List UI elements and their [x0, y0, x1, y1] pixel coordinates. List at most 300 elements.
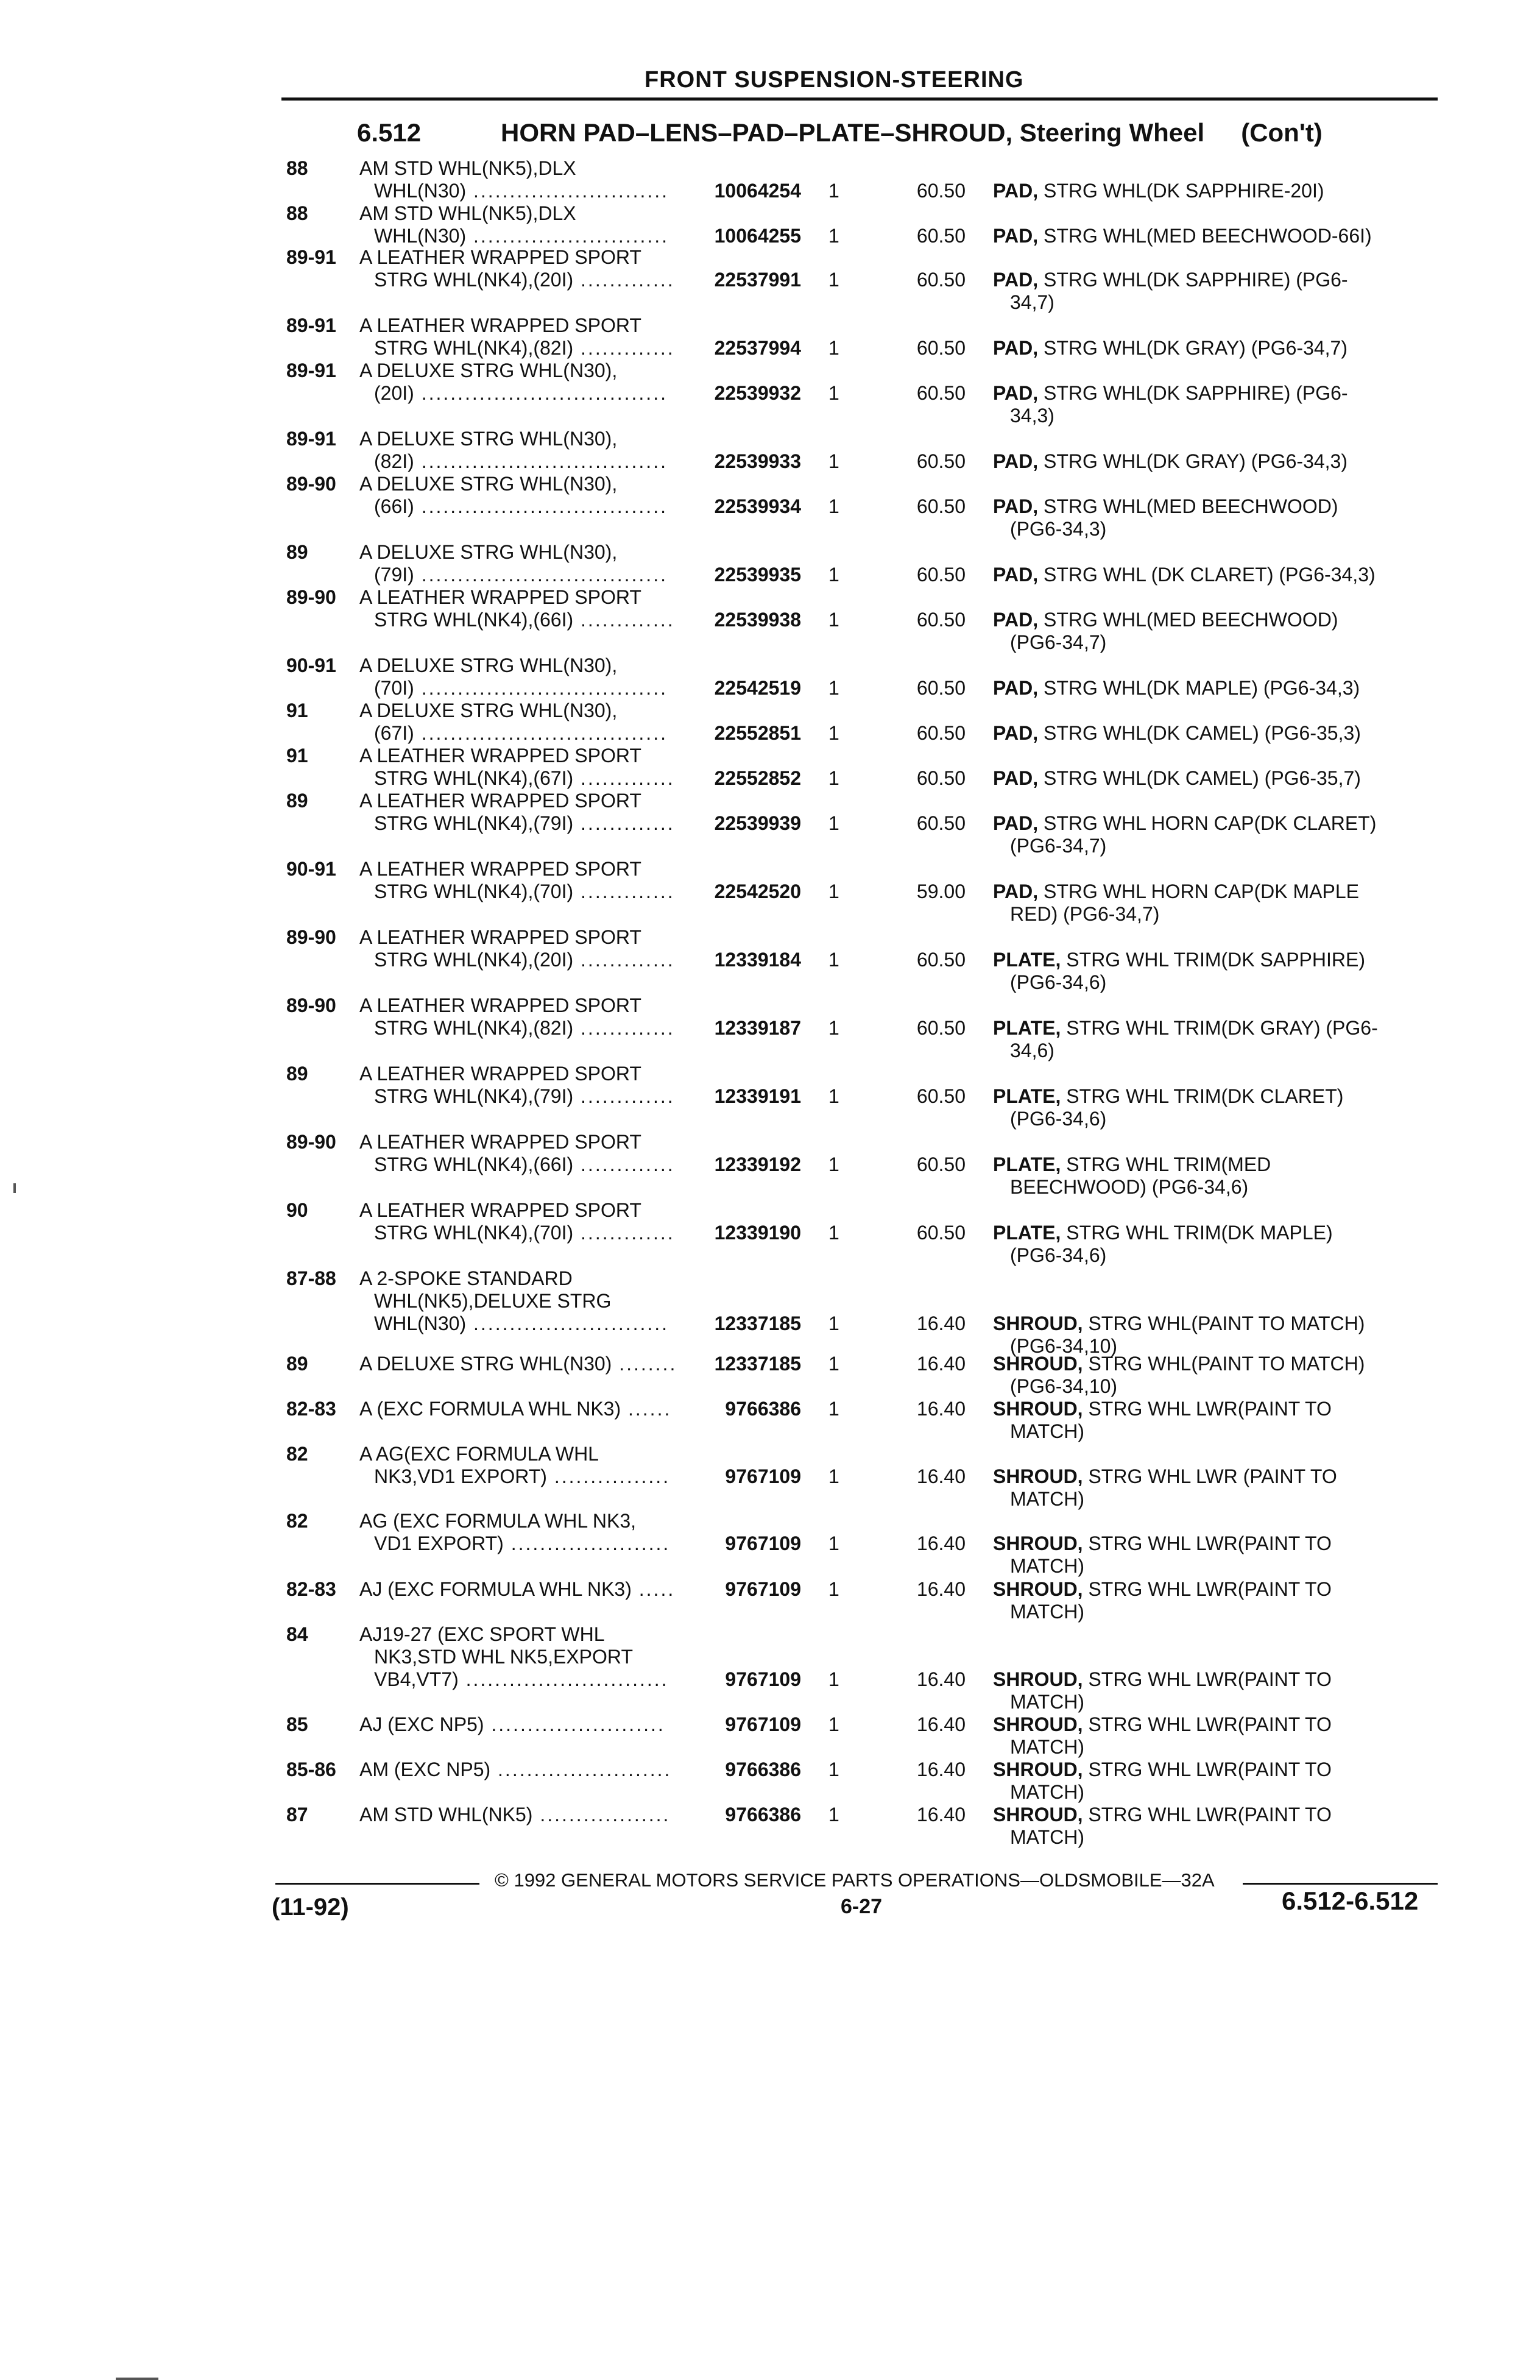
price: 60.50 [916, 450, 966, 472]
model-years: 89-90 [286, 926, 336, 948]
quantity: 1 [828, 1465, 839, 1487]
part-name-keyword: PLATE, [993, 1017, 1061, 1039]
usage-line: STRG WHL(NK4),(82I) ............. [374, 1017, 675, 1039]
part-name-keyword: PAD, [993, 225, 1039, 247]
part-name-line: PAD, STRG WHL HORN CAP(DK MAPLE [993, 880, 1359, 902]
model-years: 89-90 [286, 473, 336, 495]
dot-leader: .................................. [414, 677, 668, 699]
model-years: 82 [286, 1443, 308, 1465]
usage-line: (66I) .................................. [374, 495, 668, 517]
part-name [993, 1578, 1432, 1623]
part-name-line: PAD, STRG WHL(DK CAMEL) (PG6-35,7) [993, 767, 1361, 789]
part-name-keyword: PAD, [993, 269, 1039, 291]
usage-line: A DELUXE STRG WHL(N30), [359, 654, 618, 676]
usage-description [359, 1510, 688, 1555]
usage-description [359, 202, 688, 247]
dot-leader: ............. [573, 812, 675, 834]
usage-line: A LEATHER WRAPPED SPORT [359, 1063, 641, 1085]
usage-line: NK3,STD WHL NK5,EXPORT [374, 1646, 633, 1668]
part-name-line: (PG6-34,6) [1010, 1108, 1107, 1130]
model-years: 89 [286, 1063, 308, 1085]
quantity: 1 [828, 1017, 839, 1039]
usage-description [359, 541, 688, 586]
part-number: 9766386 [725, 1804, 801, 1826]
usage-line: AM STD WHL(NK5),DLX [359, 202, 576, 224]
usage-line: AM STD WHL(NK5) .................. [359, 1804, 671, 1826]
part-name-keyword: PAD, [993, 180, 1039, 202]
dot-leader: ...... [621, 1398, 672, 1420]
quantity: 1 [828, 1758, 839, 1780]
part-number: 22537991 [714, 269, 801, 291]
usage-description [359, 1804, 688, 1826]
part-number: 22539938 [714, 609, 801, 631]
part-name [993, 337, 1432, 359]
part-name-keyword: SHROUD, [993, 1398, 1083, 1420]
part-name [993, 564, 1432, 586]
part-name [993, 495, 1432, 540]
part-name-line: PAD, STRG WHL (DK CLARET) (PG6-34,3) [993, 564, 1376, 586]
part-name-line: PAD, STRG WHL(MED BEECHWOOD) [993, 495, 1338, 517]
part-name [993, 1153, 1432, 1199]
model-years: 89-91 [286, 428, 336, 450]
part-name-line: MATCH) [1010, 1488, 1085, 1510]
usage-description [359, 699, 688, 745]
part-name [993, 1804, 1432, 1849]
price: 60.50 [916, 1222, 966, 1244]
usage-line: AJ (EXC NP5) ........................ [359, 1713, 665, 1735]
dot-leader: ........................... [466, 225, 669, 247]
part-name-line: MATCH) [1010, 1781, 1085, 1803]
usage-line: (82I) .................................. [374, 450, 668, 472]
scan-mark [13, 1183, 16, 1193]
part-name-line: PLATE, STRG WHL TRIM(DK MAPLE) [993, 1222, 1333, 1244]
model-years: 85 [286, 1713, 308, 1735]
price: 59.00 [916, 880, 966, 902]
part-name-keyword: PLATE, [993, 1153, 1061, 1175]
part-name [993, 269, 1432, 314]
usage-description [359, 1131, 688, 1176]
usage-description [359, 1578, 688, 1601]
usage-line: A DELUXE STRG WHL(N30), [359, 359, 618, 381]
part-name [993, 722, 1432, 745]
part-name-line: (PG6-34,6) [1010, 971, 1107, 993]
usage-line: AM STD WHL(NK5),DLX [359, 157, 576, 179]
price: 16.40 [916, 1578, 966, 1600]
price: 60.50 [916, 382, 966, 404]
section-title-bold: HORN PAD–LENS–PAD–PLATE–SHROUD, [501, 118, 1013, 147]
part-name-line: SHROUD, STRG WHL LWR(PAINT TO [993, 1668, 1332, 1690]
model-years: 90 [286, 1199, 308, 1221]
usage-line: STRG WHL(NK4),(20I) ............. [374, 269, 675, 291]
quantity: 1 [828, 1578, 839, 1600]
part-name-line: SHROUD, STRG WHL LWR(PAINT TO [993, 1758, 1332, 1780]
part-name [993, 880, 1432, 926]
usage-description [359, 745, 688, 790]
usage-line: STRG WHL(NK4),(70I) ............. [374, 1222, 675, 1244]
usage-line: STRG WHL(NK4),(70I) ............. [374, 880, 675, 902]
part-name [993, 1532, 1432, 1578]
usage-line: VD1 EXPORT) ...................... [374, 1532, 671, 1554]
quantity: 1 [828, 812, 839, 834]
part-name-line: MATCH) [1010, 1555, 1085, 1577]
dot-leader: ........................ [490, 1758, 672, 1780]
part-name [993, 382, 1432, 427]
dot-leader: ............. [573, 1153, 675, 1175]
usage-line: (67I) .................................. [374, 722, 668, 744]
part-number: 9767109 [725, 1532, 801, 1554]
part-number: 22539933 [714, 450, 801, 472]
part-name-keyword: SHROUD, [993, 1532, 1083, 1554]
model-years: 89 [286, 1353, 308, 1375]
part-name [993, 1465, 1432, 1511]
quantity: 1 [828, 1312, 839, 1334]
part-name-line: SHROUD, STRG WHL(PAINT TO MATCH) [993, 1312, 1365, 1334]
part-number: 9767109 [725, 1713, 801, 1735]
part-number: 22539935 [714, 564, 801, 586]
part-name-keyword: SHROUD, [993, 1312, 1083, 1334]
usage-description [359, 314, 688, 359]
part-name-line: MATCH) [1010, 1736, 1085, 1758]
part-name-line: MATCH) [1010, 1420, 1085, 1442]
part-name-line: (PG6-34,10) [1010, 1335, 1118, 1357]
part-name-keyword: SHROUD, [993, 1758, 1083, 1780]
part-name-line: BEECHWOOD) (PG6-34,6) [1010, 1176, 1249, 1198]
dot-leader: ............. [573, 337, 675, 359]
footer-section-range: 6.512-6.512 [1282, 1886, 1419, 1915]
usage-line: AM (EXC NP5) ........................ [359, 1758, 672, 1780]
part-name-keyword: PAD, [993, 337, 1039, 359]
usage-line: STRG WHL(NK4),(79I) ............. [374, 1085, 675, 1107]
quantity: 1 [828, 1398, 839, 1420]
part-name-line: PLATE, STRG WHL TRIM(DK SAPPHIRE) [993, 949, 1365, 971]
model-years: 87-88 [286, 1267, 336, 1289]
part-name-line: MATCH) [1010, 1601, 1085, 1623]
part-name [993, 1085, 1432, 1130]
price: 60.50 [916, 564, 966, 586]
quantity: 1 [828, 722, 839, 744]
part-name-line: SHROUD, STRG WHL LWR (PAINT TO [993, 1465, 1337, 1487]
part-name-keyword: SHROUD, [993, 1465, 1083, 1487]
quantity: 1 [828, 1153, 839, 1175]
part-name-line: SHROUD, STRG WHL LWR(PAINT TO [993, 1398, 1332, 1420]
price: 60.50 [916, 949, 966, 971]
price: 16.40 [916, 1465, 966, 1487]
usage-description [359, 1758, 688, 1781]
part-name [993, 609, 1432, 654]
usage-line: A 2-SPOKE STANDARD [359, 1267, 573, 1289]
part-number: 9766386 [725, 1398, 801, 1420]
usage-line: (70I) .................................. [374, 677, 668, 699]
usage-line: A DELUXE STRG WHL(N30), [359, 473, 618, 495]
part-name [993, 1312, 1432, 1358]
price: 60.50 [916, 337, 966, 359]
usage-line: A LEATHER WRAPPED SPORT [359, 314, 641, 336]
part-name [993, 225, 1432, 247]
price: 16.40 [916, 1398, 966, 1420]
model-years: 82-83 [286, 1398, 336, 1420]
part-name [993, 1713, 1432, 1758]
part-name-line: SHROUD, STRG WHL(PAINT TO MATCH) [993, 1353, 1365, 1375]
price: 60.50 [916, 722, 966, 744]
model-years: 87 [286, 1804, 308, 1826]
usage-description [359, 1623, 688, 1691]
part-name-line: (PG6-34,3) [1010, 518, 1107, 540]
part-name-line: RED) (PG6-34,7) [1010, 903, 1160, 925]
quantity: 1 [828, 1804, 839, 1826]
usage-description [359, 1713, 688, 1736]
usage-description [359, 473, 688, 518]
part-name [993, 812, 1432, 857]
price: 16.40 [916, 1713, 966, 1735]
quantity: 1 [828, 450, 839, 472]
model-years: 90-91 [286, 654, 336, 676]
usage-line: STRG WHL(NK4),(67I) ............. [374, 767, 675, 789]
usage-line: A LEATHER WRAPPED SPORT [359, 1199, 641, 1221]
usage-description [359, 1063, 688, 1108]
usage-line: AJ (EXC FORMULA WHL NK3) ..... [359, 1578, 676, 1600]
model-years: 89-90 [286, 1131, 336, 1153]
part-name-line: PAD, STRG WHL(DK MAPLE) (PG6-34,3) [993, 677, 1360, 699]
continued-label: (Con't) [1241, 118, 1323, 147]
dot-leader: ................ [546, 1465, 671, 1487]
dot-leader: ........ [612, 1353, 677, 1375]
footer-copyright: © 1992 GENERAL MOTORS SERVICE PARTS OPERATIONS—OLDSMOBILE—32A [495, 1869, 1215, 1891]
part-name [993, 1017, 1432, 1062]
part-name-line: PAD, STRG WHL(DK SAPPHIRE-20I) [993, 180, 1324, 202]
part-number: 22552851 [714, 722, 801, 744]
usage-description [359, 1353, 688, 1375]
usage-description [359, 1267, 688, 1335]
part-name [993, 1222, 1432, 1267]
usage-description [359, 790, 688, 835]
part-name [993, 180, 1432, 202]
usage-line: A LEATHER WRAPPED SPORT [359, 926, 641, 948]
price: 16.40 [916, 1668, 966, 1690]
part-name-line: PLATE, STRG WHL TRIM(DK CLARET) [993, 1085, 1344, 1107]
model-years: 89-91 [286, 314, 336, 336]
part-name-line: PAD, STRG WHL(DK GRAY) (PG6-34,7) [993, 337, 1348, 359]
quantity: 1 [828, 1668, 839, 1690]
price: 60.50 [916, 180, 966, 202]
quantity: 1 [828, 1532, 839, 1554]
part-name [993, 767, 1432, 790]
quantity: 1 [828, 180, 839, 202]
part-name-keyword: PAD, [993, 677, 1039, 699]
price: 16.40 [916, 1532, 966, 1554]
part-number: 9766386 [725, 1758, 801, 1780]
part-number: 12339184 [714, 949, 801, 971]
model-years: 89-91 [286, 246, 336, 268]
usage-line: AG (EXC FORMULA WHL NK3, [359, 1510, 636, 1532]
model-years: 84 [286, 1623, 308, 1645]
model-years: 89-90 [286, 994, 336, 1016]
footer-page-number: 6-27 [841, 1895, 883, 1918]
quantity: 1 [828, 1713, 839, 1735]
usage-line: NK3,VD1 EXPORT) ................ [374, 1465, 671, 1487]
usage-line: AJ19-27 (EXC SPORT WHL [359, 1623, 605, 1645]
part-name-line: (PG6-34,7) [1010, 835, 1107, 857]
quantity: 1 [828, 880, 839, 902]
usage-description [359, 654, 688, 699]
model-years: 91 [286, 745, 308, 767]
part-name [993, 1668, 1432, 1713]
dot-leader: ...................... [503, 1532, 671, 1554]
model-years: 82-83 [286, 1578, 336, 1600]
part-name-line: 34,6) [1010, 1039, 1054, 1061]
price: 60.50 [916, 1153, 966, 1175]
model-years: 89-91 [286, 359, 336, 381]
part-number: 9767109 [725, 1668, 801, 1690]
part-name-keyword: PLATE, [993, 1222, 1061, 1244]
usage-description [359, 1199, 688, 1244]
model-years: 91 [286, 699, 308, 721]
usage-line: A LEATHER WRAPPED SPORT [359, 1131, 641, 1153]
price: 16.40 [916, 1804, 966, 1826]
part-number: 22539934 [714, 495, 801, 517]
part-name-keyword: PLATE, [993, 1085, 1061, 1107]
part-number: 22542519 [714, 677, 801, 699]
usage-line: STRG WHL(NK4),(82I) ............. [374, 337, 675, 359]
usage-line: A LEATHER WRAPPED SPORT [359, 858, 641, 880]
dot-leader: ............. [573, 1222, 675, 1244]
part-number: 10064254 [714, 180, 801, 202]
dot-leader: ............. [573, 767, 675, 789]
usage-line: STRG WHL(NK4),(66I) ............. [374, 609, 675, 631]
part-name [993, 450, 1432, 473]
usage-line: STRG WHL(NK4),(20I) ............. [374, 949, 675, 971]
usage-line: A LEATHER WRAPPED SPORT [359, 790, 641, 812]
price: 60.50 [916, 269, 966, 291]
model-years: 89-90 [286, 586, 336, 608]
quantity: 1 [828, 564, 839, 586]
model-years: 82 [286, 1510, 308, 1532]
part-name-line: PAD, STRG WHL(DK GRAY) (PG6-34,3) [993, 450, 1348, 472]
part-name-line: (PG6-34,7) [1010, 631, 1107, 653]
part-name-line: 34,3) [1010, 405, 1054, 427]
part-name-line: MATCH) [1010, 1826, 1085, 1848]
part-name-keyword: SHROUD, [993, 1353, 1083, 1375]
part-name-line: PLATE, STRG WHL TRIM(MED [993, 1153, 1271, 1175]
usage-line: WHL(N30) ........................... [374, 225, 669, 247]
dot-leader: ........................... [466, 1312, 669, 1334]
dot-leader: ............. [573, 880, 675, 902]
price: 60.50 [916, 495, 966, 517]
usage-line: A DELUXE STRG WHL(N30), [359, 428, 618, 450]
part-name-keyword: SHROUD, [993, 1578, 1083, 1600]
quantity: 1 [828, 269, 839, 291]
usage-description [359, 586, 688, 631]
quantity: 1 [828, 677, 839, 699]
section-title-plain: Steering Wheel [1019, 118, 1205, 147]
dot-leader: ............. [573, 949, 675, 971]
part-name-line: PAD, STRG WHL(DK SAPPHIRE) (PG6- [993, 269, 1348, 291]
dot-leader: ........................... [466, 180, 669, 202]
quantity: 1 [828, 1222, 839, 1244]
part-number: 12337185 [714, 1312, 801, 1334]
usage-line: WHL(NK5),DELUXE STRG [374, 1290, 612, 1312]
part-name-keyword: PAD, [993, 495, 1039, 517]
usage-description [359, 1443, 688, 1488]
usage-description [359, 246, 688, 291]
price: 60.50 [916, 225, 966, 247]
price: 60.50 [916, 1017, 966, 1039]
part-name-line: PAD, STRG WHL(MED BEECHWOOD-66I) [993, 225, 1372, 247]
usage-description [359, 157, 688, 202]
usage-line: (20I) .................................. [374, 382, 668, 404]
usage-line: A AG(EXC FORMULA WHL [359, 1443, 599, 1465]
usage-description [359, 1398, 688, 1420]
quantity: 1 [828, 1085, 839, 1107]
part-name-line: SHROUD, STRG WHL LWR(PAINT TO [993, 1532, 1332, 1554]
part-number: 9767109 [725, 1578, 801, 1600]
usage-line: A LEATHER WRAPPED SPORT [359, 586, 641, 608]
usage-description [359, 858, 688, 903]
price: 16.40 [916, 1758, 966, 1780]
quantity: 1 [828, 609, 839, 631]
dot-leader: ............. [573, 609, 675, 631]
part-name-keyword: SHROUD, [993, 1713, 1083, 1735]
usage-description [359, 926, 688, 971]
part-number: 9767109 [725, 1465, 801, 1487]
quantity: 1 [828, 337, 839, 359]
part-name-keyword: PAD, [993, 812, 1039, 834]
quantity: 1 [828, 225, 839, 247]
quantity: 1 [828, 767, 839, 789]
part-name-keyword: SHROUD, [993, 1668, 1083, 1690]
part-name-line: PAD, STRG WHL(MED BEECHWOOD) [993, 609, 1338, 631]
dot-leader: .................................. [414, 564, 668, 586]
part-number: 12339190 [714, 1222, 801, 1244]
part-name-line: SHROUD, STRG WHL LWR(PAINT TO [993, 1804, 1332, 1826]
footer-rule-left [275, 1883, 479, 1885]
part-name-keyword: PAD, [993, 722, 1039, 744]
page-header: FRONT SUSPENSION-STEERING [645, 67, 1024, 93]
part-name-keyword: PAD, [993, 880, 1039, 902]
part-name-line: (PG6-34,10) [1010, 1375, 1118, 1397]
usage-description [359, 359, 688, 405]
footer-rule-right [1243, 1883, 1438, 1885]
usage-line: A (EXC FORMULA WHL NK3) ...... [359, 1398, 672, 1420]
part-name-keyword: PAD, [993, 609, 1039, 631]
footer-date: (11-92) [272, 1894, 349, 1921]
part-name [993, 949, 1432, 994]
usage-line: A LEATHER WRAPPED SPORT [359, 246, 641, 268]
part-name [993, 1758, 1432, 1804]
part-name-keyword: SHROUD, [993, 1804, 1083, 1826]
dot-leader: ........................ [484, 1713, 665, 1735]
dot-leader: .................................. [414, 722, 668, 744]
usage-line: A DELUXE STRG WHL(N30) ........ [359, 1353, 677, 1375]
part-name [993, 1353, 1432, 1398]
price: 60.50 [916, 767, 966, 789]
part-number: 12339187 [714, 1017, 801, 1039]
model-years: 88 [286, 157, 308, 179]
usage-description [359, 428, 688, 473]
part-number: 22552852 [714, 767, 801, 789]
part-name-line: SHROUD, STRG WHL LWR(PAINT TO [993, 1578, 1332, 1600]
usage-line: A DELUXE STRG WHL(N30), [359, 541, 618, 563]
quantity: 1 [828, 382, 839, 404]
price: 60.50 [916, 609, 966, 631]
dot-leader: .................................. [414, 450, 668, 472]
scan-mark [116, 2378, 158, 2380]
dot-leader: ..... [631, 1578, 676, 1600]
part-number: 22542520 [714, 880, 801, 902]
usage-line: WHL(N30) ........................... [374, 1312, 669, 1334]
dot-leader: .................................. [414, 382, 668, 404]
part-name [993, 677, 1432, 699]
usage-line: WHL(N30) ........................... [374, 180, 669, 202]
